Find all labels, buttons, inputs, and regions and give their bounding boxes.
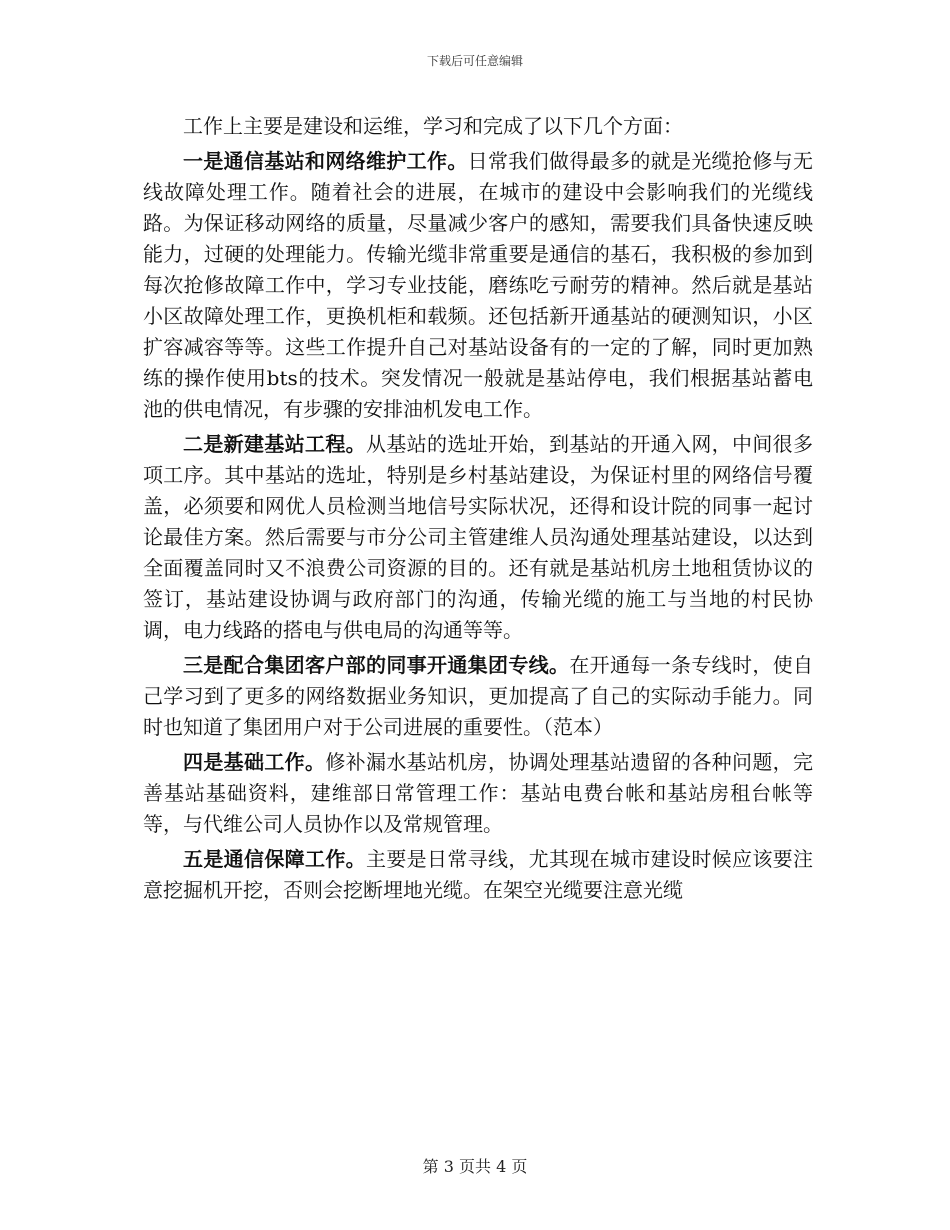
paragraph-new-base-station xyxy=(143,429,813,646)
page-header-note: 下载后可任意编辑 xyxy=(426,54,523,68)
paragraph-lead: 一是通信基站和网络维护工作。 xyxy=(183,149,468,173)
paragraph-text: 日常我们做得最多的就是光缆抢修与无线故障处理工作。随着社会的进展，在城市的建设中会影响我们的光缆线路。为保证移动网络的质量，尽量减少客户的感知，需要我们具备快速反映能力，过硬的处理能力。传输光缆非常重要是通信的基石，我积极的参加到每次抢修故障工作中，学习专业技能，磨练吃亏耐劳的精神。然后就是基站小区故障处理工作，更换机柜和载频。还包括新开通基站的硬测知识，小区扩容减容等等。这些工作提升自己对基站设备有的一定的了解，同时更加熟练的操作使用bts的技术。突发情况一般就是基站停电，我们根据基站蓄电池的供电情况，有步骤的安排油机发电工作。 xyxy=(143,149,814,421)
paragraph-lead: 四是基础工作。 xyxy=(183,750,326,774)
paragraph-group-line xyxy=(143,650,813,743)
paragraph-text: 修补漏水基站机房，协调处理基站遗留的各种问题，完善基站基础资料，建维部日常管理工作：基站电费台帐和基站房租台帐等等，与代维公司人员协作以及常规管理。 xyxy=(143,750,814,836)
paragraph-basic-work xyxy=(143,747,813,840)
paragraph-text: 从基站的选址开始，到基站的开通入网，中间很多项工序。其中基站的选址，特别是乡村基站建设，为保证村里的网络信号覆盖，必须要和网优人员检测当地信号实际状况，还得和设计院的同事一起讨论最佳方案。然后需要与市分公司主管建维人员沟通处理基站建设，以达到全面覆盖同时又不浪费公司资源的目的。还有就是基站机房土地租赁协议的签订，基站建设协调与政府部门的沟通，传输光缆的施工与当地的村民协调，电力线路的搭电与供电局的沟通等等。 xyxy=(143,432,813,642)
paragraph-network-maintenance xyxy=(143,146,813,425)
paragraph-communication-support xyxy=(143,844,813,906)
document-body xyxy=(143,111,813,910)
paragraph-lead: 二是新建基站工程。 xyxy=(183,432,366,456)
paragraph-lead: 五是通信保障工作。 xyxy=(183,847,366,871)
paragraph-text: 工作上主要是建设和运维，学习和完成了以下几个方面： xyxy=(183,114,683,138)
paragraph-text: 在开通每一条专线时，使自己学习到了更多的网络数据业务知识，更加提高了自己的实际动手能力。同时也知道了集团用户对于公司进展的重要性。（范本） xyxy=(143,653,814,739)
paragraph-intro xyxy=(143,111,813,142)
page-footer-number: 第 3 页共 4 页 xyxy=(422,1157,528,1176)
paragraph-text: 主要是日常寻线，尤其现在城市建设时候应该要注意挖掘机开挖，否则会挖断埋地光缆。在架空光缆要注意光缆 xyxy=(143,847,813,902)
paragraph-lead: 三是配合集团客户部的同事开通集团专线。 xyxy=(183,653,570,677)
